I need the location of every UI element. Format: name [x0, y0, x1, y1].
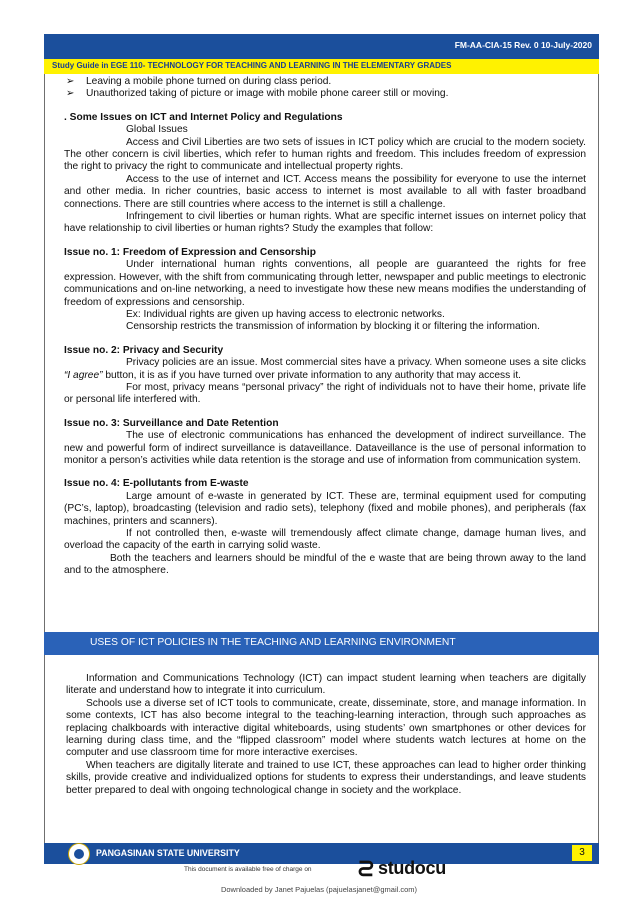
uses-content: [66, 673, 586, 797]
arrow-bullet-icon: ➢: [66, 76, 75, 87]
studocu-logo-icon: [354, 857, 376, 879]
bullet-item: ➢ Unauthorized taking of picture or image with mobile phone career still or moving.: [66, 88, 449, 100]
section-banner-title: USES OF ICT POLICIES IN THE TEACHING AND LEARNING ENVIRONMENT: [90, 637, 456, 648]
issue-4-title: Issue no. 4: E-pollutants from E-waste: [64, 478, 249, 490]
university-seal-icon: [68, 843, 90, 865]
download-notice: Downloaded by Janet Pajuelas (pajuelasjanet@gmail.com): [220, 885, 418, 894]
paragraph: Both the teachers and learners should be mindful of the e waste that are being thrown away to the land and to the atmosphere.: [64, 552, 586, 577]
studocu-logo[interactable]: [354, 857, 446, 879]
free-notice: This document is available free of charge on: [184, 866, 312, 873]
paragraph: Infringement to civil liberties or human rights. What are specific internet issues on internet policy that have relationship to civil liberties or human rights? Study the examples that follow:: [64, 211, 586, 235]
paragraph: Access and Civil Liberties are two sets of issues in ICT policy which are crucial to the modern society. The other concern is civil liberties, which refer to human rights and freedom. This includes freedom of expression the right to privacy the right to communicate and intellectual property rights.: [64, 136, 586, 173]
paragraph: Access to the use of internet and ICT. Access means the possibility for everyone to use the internet and other media. In richer countries, basic access to internet is most available to all with faster broadband connections. There are still countries where access to the internet is still a challenge.: [64, 173, 586, 210]
arrow-bullet-icon: ➢: [66, 88, 75, 100]
university-name: PANGASINAN STATE UNIVERSITY: [96, 848, 240, 858]
paragraph: Ex: Individual rights are given up having access to electronic networks.: [126, 308, 445, 320]
issue-3-title: Issue no. 3: Surveillance and Date Retention: [64, 417, 279, 429]
paragraph: Large amount of e-waste in generated by ICT. These are, terminal equipment used for computing (PC’s, laptop), broadcasting (television and radio sets), telephony (fixed and mobile phones), and peripherals (fax machines, printers and scanners).: [64, 490, 586, 527]
paragraph: Privacy policies are an issue. Most commercial sites have a privacy. When someone uses a site clicks “I agree” button, it is as if you have turned over private information to any authority that may access it.: [64, 357, 586, 381]
page-number: 3: [572, 845, 592, 861]
issue-2-title: Issue no. 2: Privacy and Security: [64, 344, 224, 356]
paragraph: If not controlled then, e-waste will tremendously affect climate change, damage human lives, and overload the capacity of the earth in carrying solid waste.: [64, 528, 586, 552]
studocu-wordmark: studocu: [378, 857, 446, 878]
paragraph: When teachers are digitally literate and trained to use ICT, these approaches can lead to higher order thinking skills, provide creative and individualized options for students to express their understandings, and leave students better prepared to deal with ongoing technological change in society and the workplace.: [66, 759, 586, 796]
issue-1-title: Issue no. 1: Freedom of Expression and Censorship: [64, 246, 316, 258]
paragraph: The use of electronic communications has enhanced the development of indirect surveillance. The new and powerful form of indirect surveillance is dataveillance. Dataveillance is the use of personal information to monitor a person’s activities while data retention is the storage and use of information from communication system.: [64, 430, 586, 466]
form-code: FM-AA-CIA-15 Rev. 0 10-July-2020: [454, 40, 592, 50]
section-heading: . Some Issues on ICT and Internet Policy and Regulations: [64, 111, 343, 123]
paragraph: Schools use a diverse set of ICT tools to communicate, create, disseminate, store, and manage information. In some contexts, ICT has also become integral to the teaching-learning interaction, through such approaches as replacing chalkboards with interactive digital whiteboards, using students’ own smartphones or other devices for learning during class time, and the “flipped classroom” model where students watch lectures at home on the computer and use classroom time for more interactive exercises.: [66, 697, 586, 759]
bullet-item: ➢ Leaving a mobile phone turned on during class period.: [66, 76, 332, 87]
global-issues-label: Global Issues: [126, 124, 188, 136]
paragraph: Censorship restricts the transmission of information by blocking it or filtering the information.: [126, 321, 540, 333]
main-content: [64, 76, 586, 578]
paragraph: For most, privacy means “personal privacy” the right of individuals not to have their home, private life or personal life interfered with.: [64, 381, 586, 406]
paragraph: Under international human rights conventions, all people are guaranteed the rights for free expression. However, with the shift from communicating through letter, newspaper and public meetings to electronic communications and on-line networking, a need to investigate how these new means modifies the understanding of freedom of expressions and censorship.: [64, 259, 586, 308]
paragraph: Information and Communications Technology (ICT) can impact student learning when teachers are digitally literate and understand how to integrate it into curriculum.: [66, 673, 586, 697]
study-guide-title: Study Guide in EGE 110- TECHNOLOGY FOR TEACHING AND LEARNING IN THE ELEMENTARY GRADES: [52, 61, 452, 70]
